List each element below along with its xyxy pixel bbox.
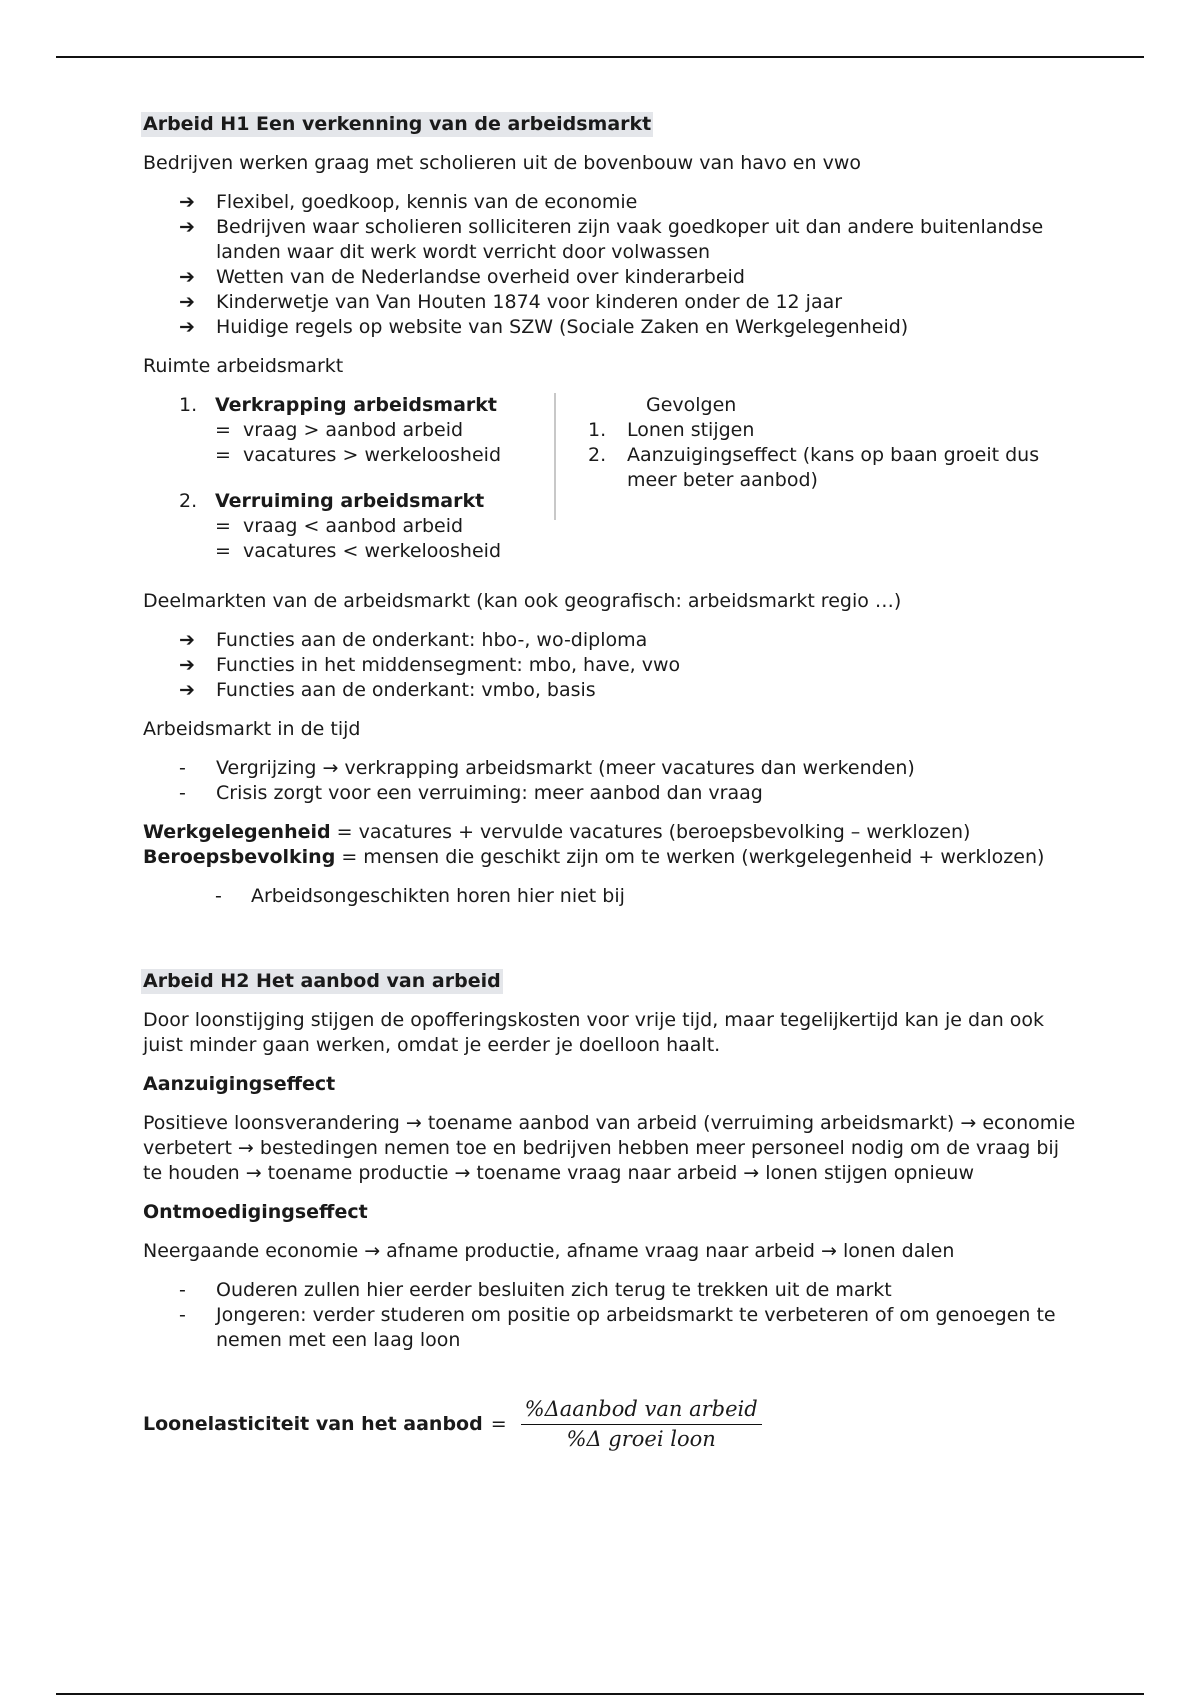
tijd-list (143, 756, 1083, 806)
formula-numerator: %Δaanbod van arbeid (521, 1397, 762, 1425)
bottom-rule (56, 1693, 1144, 1695)
ruimte-left-column (179, 393, 559, 564)
section1-intro: Bedrijven werken graag met scholieren uit de bovenbouw van havo en vwo (143, 152, 861, 174)
list-item: - Jongeren: verder studeren om positie op arbeidsmarkt te verbeteren of om genoegen te nemen met een laag loon (179, 1304, 1056, 1351)
list-item: - Crisis zorgt voor een verruiming: meer aanbod dan vraag (179, 782, 763, 804)
formula-denominator: %Δ groei loon (566, 1427, 716, 1451)
list-item: ➔ Huidige regels op website van SZW (Sociale Zaken en Werkgelegenheid) (179, 316, 909, 338)
column-divider (554, 393, 556, 520)
definition-werkgelegenheid: Werkgelegenheid = vacatures + vervulde vacatures (beroepsbevolking – werklozen) (143, 821, 971, 843)
arrow-icon: ➔ (179, 191, 195, 213)
arrow-icon: ➔ (179, 654, 195, 676)
list-item: = vraag > aanbod arbeid (215, 419, 464, 441)
ontmoedigingseffect-text: Neergaande economie → afname productie, afname vraag naar arbeid → lonen dalen (143, 1240, 955, 1262)
list-item: - Ouderen zullen hier eerder besluiten zich terug te trekken uit de markt (179, 1279, 892, 1301)
gevolgen-column (588, 393, 1048, 493)
arrow-icon: ➔ (179, 266, 195, 288)
list-item: ➔ Functies aan de onderkant: vmbo, basis (179, 679, 596, 701)
gevolgen-heading: Gevolgen (646, 394, 737, 416)
formula-fraction (521, 1397, 762, 1452)
document-content (143, 112, 1083, 1452)
verkrapping-title: Verkrapping arbeidsmarkt (215, 394, 498, 416)
section1-bullets (143, 190, 1083, 340)
definition-beroepsbevolking: Beroepsbevolking = mensen die geschikt zijn om te werken (werkgelegenheid + werklozen) (143, 846, 1045, 868)
list-item: ➔ Flexibel, goedkoop, kennis van de economie (179, 191, 638, 213)
list-item: = vacatures > werkeloosheid (215, 444, 502, 466)
list-item: ➔ Kinderwetje van Van Houten 1874 voor kinderen onder de 12 jaar (179, 291, 843, 313)
ruimte-columns (143, 393, 1083, 573)
loonelasticiteit-formula (143, 1397, 1083, 1452)
list-item: - Arbeidsongeschikten horen hier niet bij (215, 885, 625, 907)
ruimte-label: Ruimte arbeidsmarkt (143, 355, 344, 377)
formula-equals: = (490, 1413, 507, 1435)
section1-heading: Arbeid H1 Een verkenning van de arbeidsmarkt (143, 113, 652, 135)
section2-intro: Door loonstijging stijgen de opofferingskosten voor vrije tijd, maar tegelijkertijd kan je dan ook juist minder gaan werken, omdat je eerder je doelloon haalt. (143, 1009, 1045, 1056)
list-item: ➔ Wetten van de Nederlandse overheid over kinderarbeid (179, 266, 745, 288)
list-item: ➔ Functies aan de onderkant: hbo-, wo-diploma (179, 629, 648, 651)
deelmarkten-label: Deelmarkten van de arbeidsmarkt (kan ook geografisch: arbeidsmarkt regio …) (143, 590, 902, 612)
formula-label: Loonelasticiteit van het aanbod (143, 1413, 483, 1435)
arrow-icon: ➔ (179, 291, 195, 313)
arrow-icon: ➔ (179, 216, 195, 238)
list-item: ➔ Bedrijven waar scholieren solliciteren zijn vaak goedkoper uit dan andere buitenlandse landen waar dit werk wordt verricht door volwassen (179, 216, 1044, 263)
arrow-icon: ➔ (179, 629, 195, 651)
list-item: ➔ Functies in het middensegment: mbo, have, vwo (179, 654, 681, 676)
arrow-icon: ➔ (179, 679, 195, 701)
aanzuigingseffect-text: Positieve loonsverandering → toename aanbod van arbeid (verruiming arbeidsmarkt) → economie verbetert → bestedingen nemen toe en bedrijven hebben meer personeel nodig om de vraag bij te houden → toename productie → toename vraag naar arbeid → lonen stijgen opnieuw (143, 1112, 1076, 1184)
ontmoedigingseffect-heading: Ontmoedigingseffect (143, 1201, 368, 1223)
list-item: 1. Verkrapping arbeidsmarkt (179, 394, 498, 416)
section2-heading: Arbeid H2 Het aanbod van arbeid (143, 970, 501, 992)
list-item: = vacatures < werkeloosheid (215, 540, 502, 562)
list-item: - Vergrijzing → verkrapping arbeidsmarkt (meer vacatures dan werkenden) (179, 757, 915, 779)
list-item: 2. Aanzuigingseffect (kans op baan groeit dus meer beter aanbod) (588, 444, 1040, 491)
top-rule (56, 56, 1144, 58)
arrow-icon: ➔ (179, 316, 195, 338)
ontmoedigingseffect-list (143, 1278, 1083, 1353)
deelmarkten-list (143, 628, 1083, 703)
note-list (143, 884, 1083, 909)
tijd-label: Arbeidsmarkt in de tijd (143, 718, 361, 740)
list-item: = vraag < aanbod arbeid (215, 515, 464, 537)
list-item: 1. Lonen stijgen (588, 419, 755, 441)
list-item: 2. Verruiming arbeidsmarkt (179, 490, 485, 512)
aanzuigingseffect-heading: Aanzuigingseffect (143, 1073, 336, 1095)
verruiming-title: Verruiming arbeidsmarkt (215, 490, 485, 512)
